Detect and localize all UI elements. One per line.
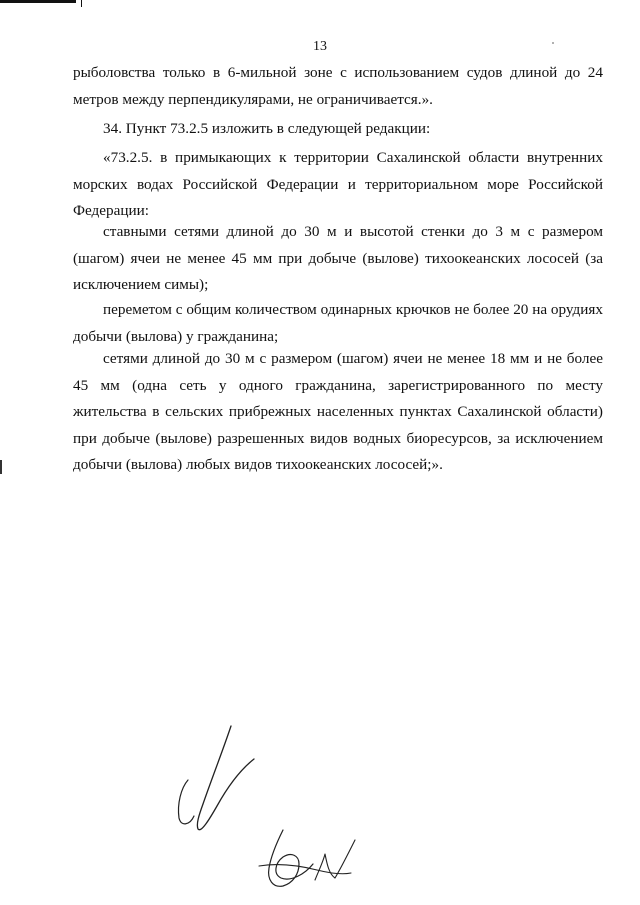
left-margin-mark (0, 460, 2, 474)
signature-lower (255, 822, 365, 897)
paragraph-set-nets: ставными сетями длиной до 30 м и высотой стенки до 3 м с размером (шагом) ячеи не менее 45 мм при добыче (вылове) тихоокеанских лососей (за исключением симы); (73, 223, 603, 293)
paragraph-item-34: 34. Пункт 73.2.5 изложить в следующей редакции: (103, 120, 431, 137)
paragraph-longline: переметом с общим количеством одинарных крючков не более 20 на орудиях добычи (вылова) у гражданина; (73, 301, 603, 345)
paragraph-clause-73-2-5: «73.2.5. в примыкающих к территории Сахалинской области внутренних морских водах Российской Федерации и территориальном море Российской Федерации: (73, 149, 603, 219)
signature-upper (160, 720, 260, 835)
top-edge-tick (81, 0, 82, 7)
paragraph-continuation: рыболовства только в 6-мильной зоне с использованием судов длиной до 24 метров между перпендикулярами, не ограничивается.». (73, 64, 603, 108)
top-edge-rule (0, 0, 76, 3)
page-number: 13 (313, 39, 327, 54)
paragraph-nets: сетями длиной до 30 м с размером (шагом) ячеи не менее 18 мм и не более 45 мм (одна сеть у одного гражданина, зарегистрированного по месту жительства в сельских прибрежных населенных пунктах Сахалинской области) при добыче (вылове) разрешенных видов водных биоресурсов, за исключением добычи (вылова) любых видов тихоокеанских лососей;». (73, 350, 603, 473)
